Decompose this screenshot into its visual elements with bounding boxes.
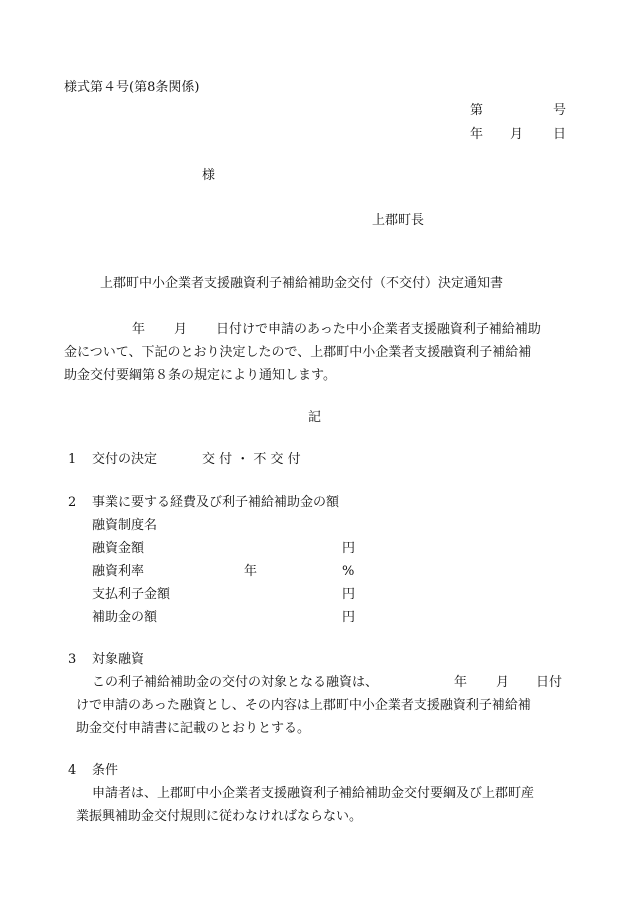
document-number-prefix: 第: [470, 103, 484, 118]
section-1-number: 1: [68, 452, 77, 467]
subsidy-amount-label: 補助金の額: [92, 610, 158, 625]
section-3-date-year: 年: [454, 675, 468, 690]
date-year-label: 年: [470, 127, 484, 142]
date-month-label: 月: [510, 127, 524, 142]
section-3-line-2: けで申請のあった融資とし、その内容は上郡町中小企業者支援融資利子補給補: [76, 698, 531, 713]
document-title: 上郡町中小企業者支援融資利子補給補助金交付（不交付）決定通知書: [100, 276, 504, 291]
section-4-line-2: 業振興補助金交付規則に従わなければならない。: [76, 809, 363, 824]
section-3-line-3: 助金交付申請書に記載のとおりとする。: [76, 721, 311, 736]
interest-rate-unit: %: [342, 564, 355, 579]
section-4-label: 条件: [92, 763, 119, 778]
section-1-label: 交付の決定: [92, 452, 158, 467]
intro-line-1: 日付けで申請のあった中小企業者支援融資利子補給補助: [216, 322, 541, 337]
section-3-date-month: 月: [496, 675, 510, 690]
section-3-line-1: この利子補給補助金の交付の対象となる融資は、: [92, 675, 379, 690]
ki-heading: 記: [308, 410, 322, 425]
intro-date-month: 月: [174, 322, 188, 337]
section-3-date-day: 日付: [536, 675, 563, 690]
date-day-label: 日: [553, 127, 567, 142]
intro-date-year: 年: [132, 322, 146, 337]
interest-rate-per-year: 年: [244, 564, 258, 579]
interest-paid-unit: 円: [342, 587, 356, 602]
section-4-line-1: 申請者は、上郡町中小企業者支援融資利子補給補助金交付要綱及び上郡町産: [92, 786, 535, 801]
interest-rate-label: 融資利率: [92, 564, 145, 579]
section-3-label: 対象融資: [92, 652, 145, 667]
interest-paid-label: 支払利子金額: [92, 587, 171, 602]
addressee-honorific: 様: [202, 168, 216, 183]
subsidy-amount-unit: 円: [342, 610, 356, 625]
section-1-value: 交 付 ・ 不 交 付: [202, 452, 301, 467]
document-number-suffix: 号: [553, 103, 567, 118]
intro-line-2: 金について、下記のとおり決定したので、上郡町中小企業者支援融資利子補給補: [64, 345, 532, 360]
intro-line-3: 助金交付要綱第８条の規定により通知します。: [64, 368, 336, 383]
form-number-label: 様式第４号(第8条関係): [64, 80, 200, 95]
loan-amount-unit: 円: [342, 541, 356, 556]
loan-amount-label: 融資金額: [92, 541, 145, 556]
section-3-number: 3: [68, 652, 77, 667]
issuer-name: 上郡町長: [372, 213, 425, 228]
section-4-number: 4: [68, 763, 77, 778]
loan-program-label: 融資制度名: [92, 518, 158, 533]
section-2-label: 事業に要する経費及び利子補給補助金の額: [92, 495, 340, 510]
section-2-number: 2: [68, 495, 77, 510]
